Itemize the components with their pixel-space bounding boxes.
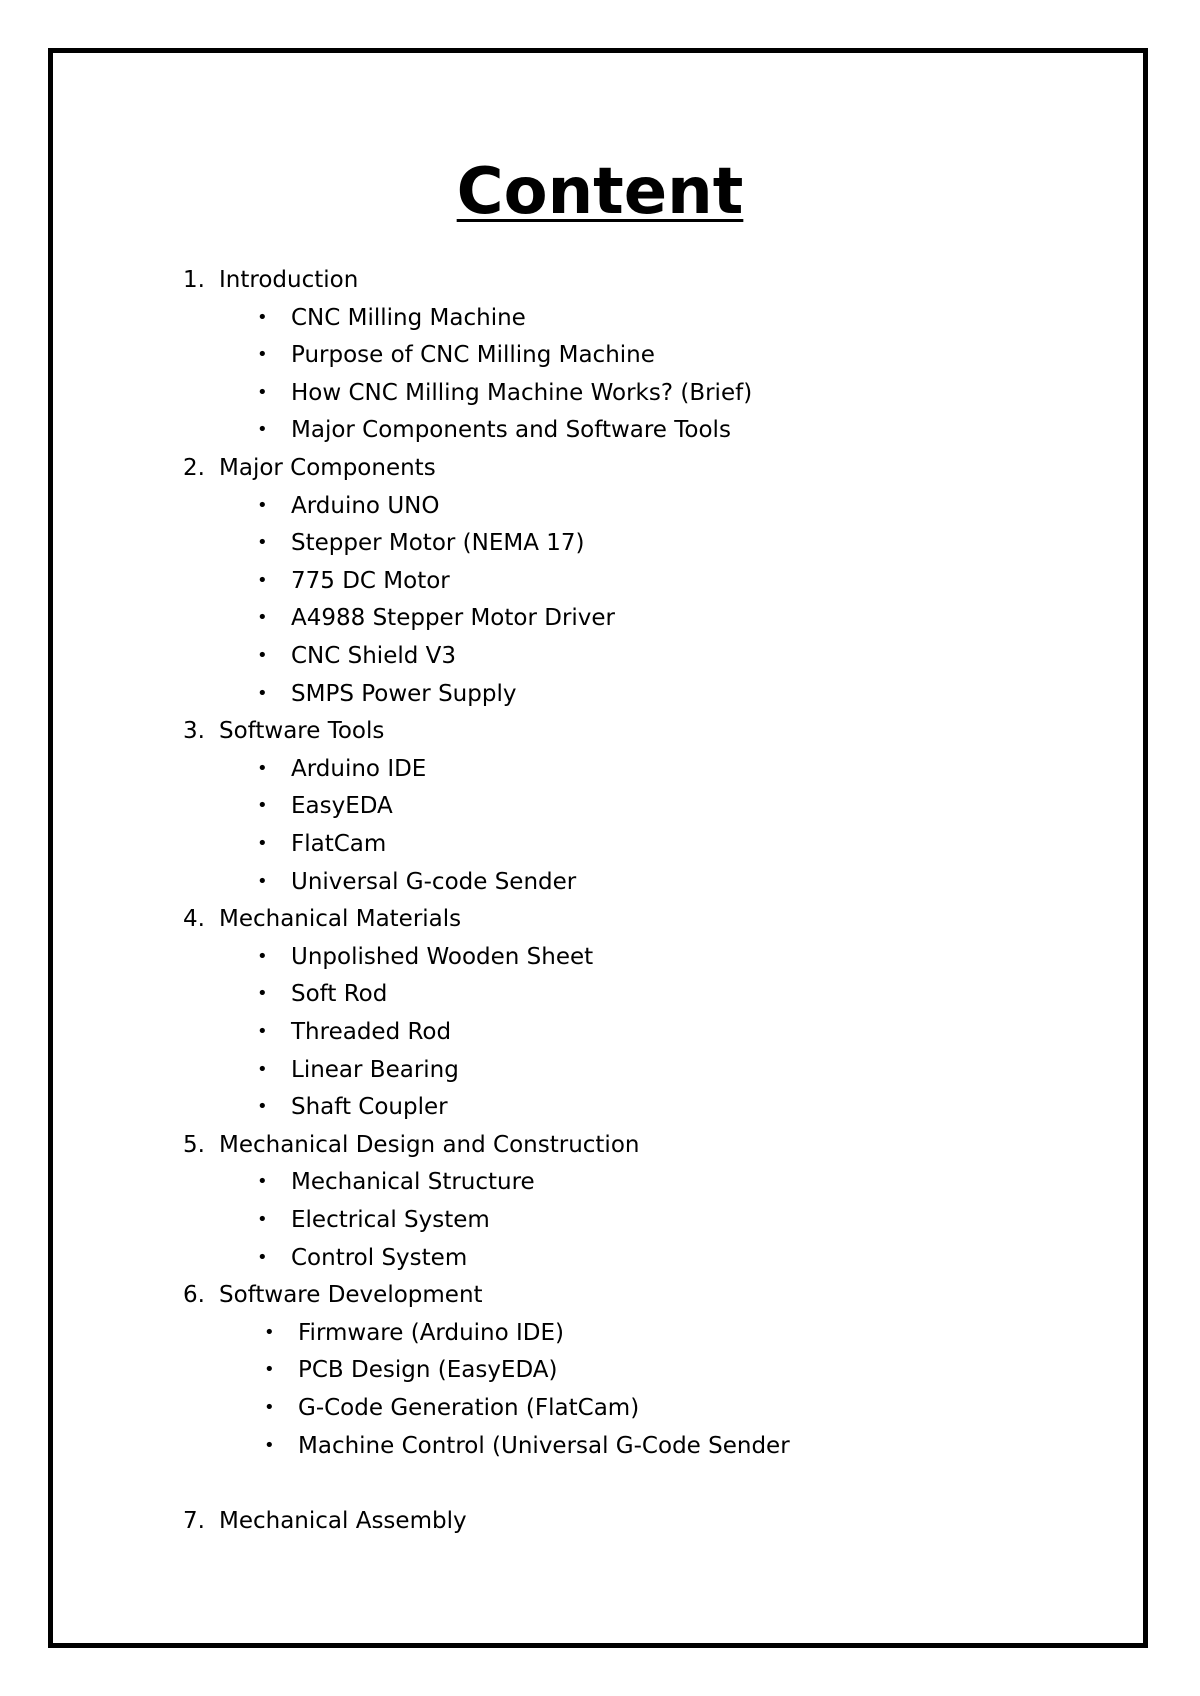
bullet-icon: • <box>257 344 268 366</box>
bullet-icon: • <box>257 1096 268 1118</box>
bullet-icon: • <box>257 1058 268 1080</box>
section-title: Mechanical Design and Construction <box>219 1131 640 1158</box>
section-title: Major Components <box>219 455 436 481</box>
subitem-label: 775 DC Motor <box>291 567 450 594</box>
section-title: Software Tools <box>219 718 385 745</box>
subitem-label: G-Code Generation (FlatCam) <box>298 1395 640 1421</box>
subitem-label: Soft Rod <box>291 981 388 1008</box>
bullet-icon: • <box>257 381 268 403</box>
bullet-icon: • <box>257 645 268 666</box>
section-number: 2. <box>183 455 205 481</box>
bullet-icon: • <box>257 1209 268 1230</box>
bullet-icon: • <box>257 682 268 704</box>
bullet-icon: • <box>257 795 268 817</box>
subitem-label: EasyEDA <box>291 793 393 820</box>
section-number: 6. <box>183 1282 205 1309</box>
bullet-icon: • <box>257 1171 268 1193</box>
subitem-label: Machine Control (Universal G-Code Sender <box>298 1432 790 1459</box>
bullet-icon: • <box>264 1359 275 1381</box>
section-title: Software Development <box>219 1282 483 1309</box>
bullet-icon: • <box>257 306 268 328</box>
bullet-icon: • <box>257 870 268 892</box>
section-number: 1. <box>183 267 205 293</box>
section-title: Mechanical Materials <box>219 906 462 933</box>
bullet-icon: • <box>257 1246 268 1268</box>
subitem-label: Electrical System <box>291 1207 490 1233</box>
bullet-icon: • <box>257 757 268 779</box>
bullet-icon: • <box>257 494 268 516</box>
subitem-label: Threaded Rod <box>291 1019 452 1045</box>
section-title: Mechanical Assembly <box>219 1507 467 1534</box>
bullet-icon: • <box>257 945 268 967</box>
subitem-label: Linear Bearing <box>291 1056 459 1083</box>
page-title-text: Content <box>456 155 744 229</box>
section-number: 4. <box>183 906 205 933</box>
subitem-label: Mechanical Structure <box>291 1169 535 1196</box>
subitem-label: SMPS Power Supply <box>291 680 517 707</box>
bullet-icon: • <box>257 607 268 629</box>
subitem-label: Firmware (Arduino IDE) <box>298 1319 565 1346</box>
subitem-label: Control System <box>291 1244 468 1271</box>
subitem-label: CNC Shield V3 <box>291 643 457 669</box>
bullet-icon: • <box>257 1021 268 1042</box>
subitem-label: Shaft Coupler <box>291 1094 448 1121</box>
subitem-label: Arduino UNO <box>291 492 440 519</box>
section-number: 7. <box>183 1507 205 1534</box>
bullet-icon: • <box>257 983 268 1005</box>
bullet-icon: • <box>257 419 268 441</box>
bullet-icon: • <box>264 1321 275 1343</box>
subitem-label: Unpolished Wooden Sheet <box>291 943 594 970</box>
subitem-label: Universal G-code Sender <box>291 868 577 895</box>
bullet-icon: • <box>264 1434 275 1456</box>
section-number: 5. <box>183 1131 205 1158</box>
bullet-icon: • <box>264 1397 275 1418</box>
subitem-label: Stepper Motor (NEMA 17) <box>291 530 585 557</box>
subitem-label: Purpose of CNC Milling Machine <box>291 342 655 369</box>
subitem-label: Major Components and Software Tools <box>291 417 731 444</box>
bullet-icon: • <box>257 532 268 554</box>
subitem-label: PCB Design (EasyEDA) <box>298 1357 558 1384</box>
subitem-label: How CNC Milling Machine Works? (Brief) <box>291 379 753 406</box>
subitem-label: FlatCam <box>291 831 387 857</box>
bullet-icon: • <box>257 569 268 591</box>
subitem-label: A4988 Stepper Motor Driver <box>291 605 616 632</box>
section-number: 3. <box>183 718 205 745</box>
subitem-label: CNC Milling Machine <box>291 304 526 331</box>
bullet-icon: • <box>257 833 268 854</box>
subitem-label: Arduino IDE <box>291 755 427 782</box>
section-title: Introduction <box>219 267 359 293</box>
